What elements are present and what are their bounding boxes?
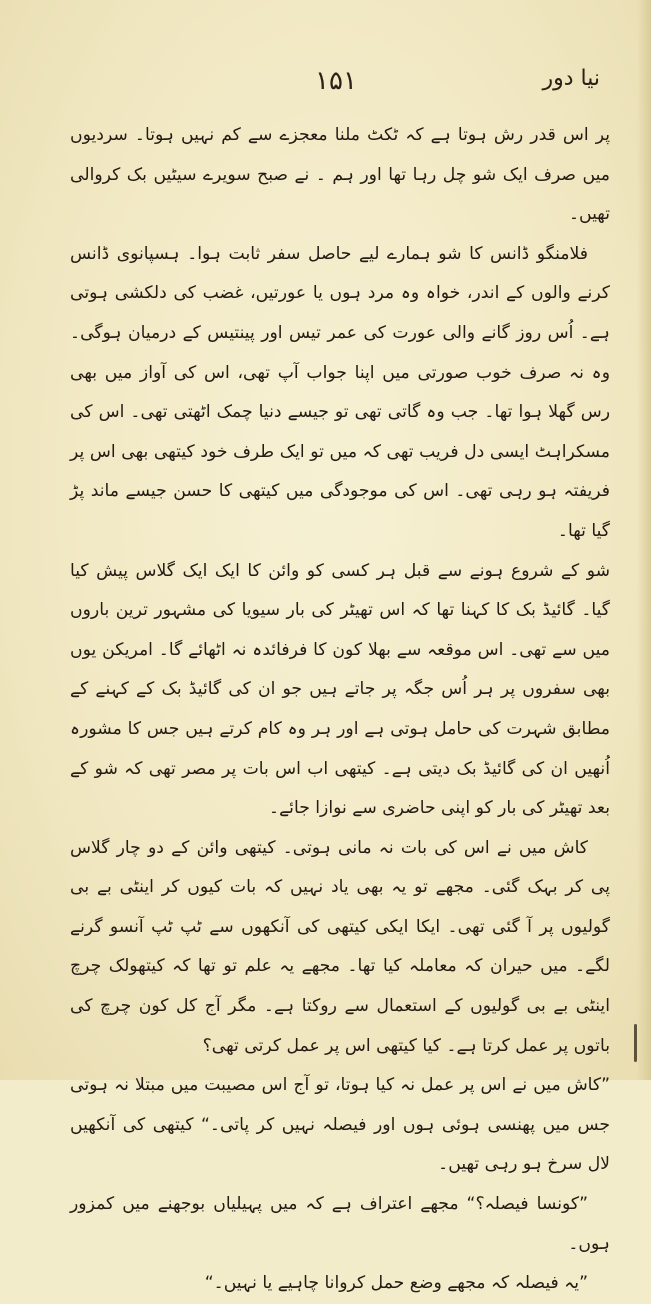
paragraph: شو کے شروع ہونے سے قبل ہر کسی کو وائن کا ایک ایک گلاس پیش کیا گیا۔ گائیڈ بک کا کہنا تھا کہ اس تھیٹر کی بار سیویا کی مشہور ترین باروں میں سے تھی۔ اس موقعہ سے بھلا کون کا فرفائدہ نہ اٹھائے گا۔ امریکن یوں بھی سفروں پر ہر اُس جگہ پر جاتے ہیں جو ان کی گائیڈ بک کے کہنے کے مطابق شہرت کی حامل ہوتی ہے اور ہر وہ کام کرتے ہیں جس کا مشورہ اُنھیں ان کی گائیڈ بک دیتی ہے۔ کیتھی اب اس بات پر مصر تھی کہ شو کے بعد تھیٹر کی بار کو اپنی حاضری سے نوازا جائے۔ — [70, 560, 610, 819]
running-head: نیا دور — [542, 66, 600, 91]
page-edge-shadow — [637, 0, 651, 1080]
paragraph: کاش میں نے اس کی بات نہ مانی ہوتی۔ کیتھی وائن کے دو چار گلاس پی کر بہک گئی۔ مجھے تو یہ بھی یاد نہیں کہ بات کیوں کر اینٹی بے بی گولیوں پر آ گئی تھی۔ ایکا ایکی کیتھی کی آنکھوں سے ٹپ ٹپ آنسو گرنے لگے۔ میں حیران کہ معاملہ کیا تھا۔ مجھے یہ علم تو تھا کہ کیتھولک چرچ اینٹی بے بی گولیوں کے استعمال سے روکتا ہے۔ مگر آج کل کون چرچ کی باتوں پر عمل کرتا ہے۔ کیا کیتھی اس پر عمل کرتی تھی؟ — [70, 837, 610, 1056]
paragraph: پر اس قدر رش ہوتا ہے کہ ٹکٹ ملنا معجزے سے کم نہیں ہوتا۔ سردیوں میں صرف ایک شو چل رہا تھا اور ہم ۔ نے صبح سویرے سیٹیں بک کروالی تھیں۔ — [70, 125, 610, 225]
paragraph: ”یہ فیصلہ کہ مجھے وضع حمل کروانا چاہیے یا نہیں۔“ — [204, 1273, 588, 1294]
paragraph: ”کاش میں نے اس پر عمل نہ کیا ہوتا، تو آج اس مصیبت میں مبتلا نہ ہوتی جس میں پھنسی ہوئی ہوں اور فیصلہ نہیں کر پاتی۔“ کیتھی کی آنکھیں لال سرخ ہو رہی تھیں۔ — [70, 1075, 610, 1175]
body-text — [70, 116, 610, 1304]
margin-pencil-mark — [634, 1024, 637, 1062]
page-number: ۱۵۱ — [315, 66, 357, 96]
paragraph: ”کونسا فیصلہ؟“ مجھے اعتراف ہے کہ میں پہیلیاں بوجھنے میں کمزور ہوں۔ — [70, 1194, 610, 1254]
paragraph: فلامنگو ڈانس کا شو ہمارے لیے حاصل سفر ثابت ہوا۔ ہسپانوی ڈانس کرنے والوں کے اندر، خواہ وہ مرد ہوں یا عورتیں، غضب کی دلکشی ہوتی ہے۔ اُس روز گانے والی عورت کی عمر تیس اور پینتیس کے درمیان ہوگی۔ وہ نہ صرف خوب صورتی میں اپنا جواب آپ تھی، اس کی آواز میں بھی رس گھلا ہوا تھا۔ جب وہ گاتی تھی تو جیسے دنیا چمک اٹھتی تھی۔ اس کی مسکراہٹ ایسی دل فریب تھی کہ میں تو ایک طرف خود کیتھی بھی اس پر فریفتہ ہو رہی تھی۔ اس کی موجودگی میں کیتھی کا حسن جیسے ماند پڑ گیا تھا۔ — [70, 243, 610, 541]
